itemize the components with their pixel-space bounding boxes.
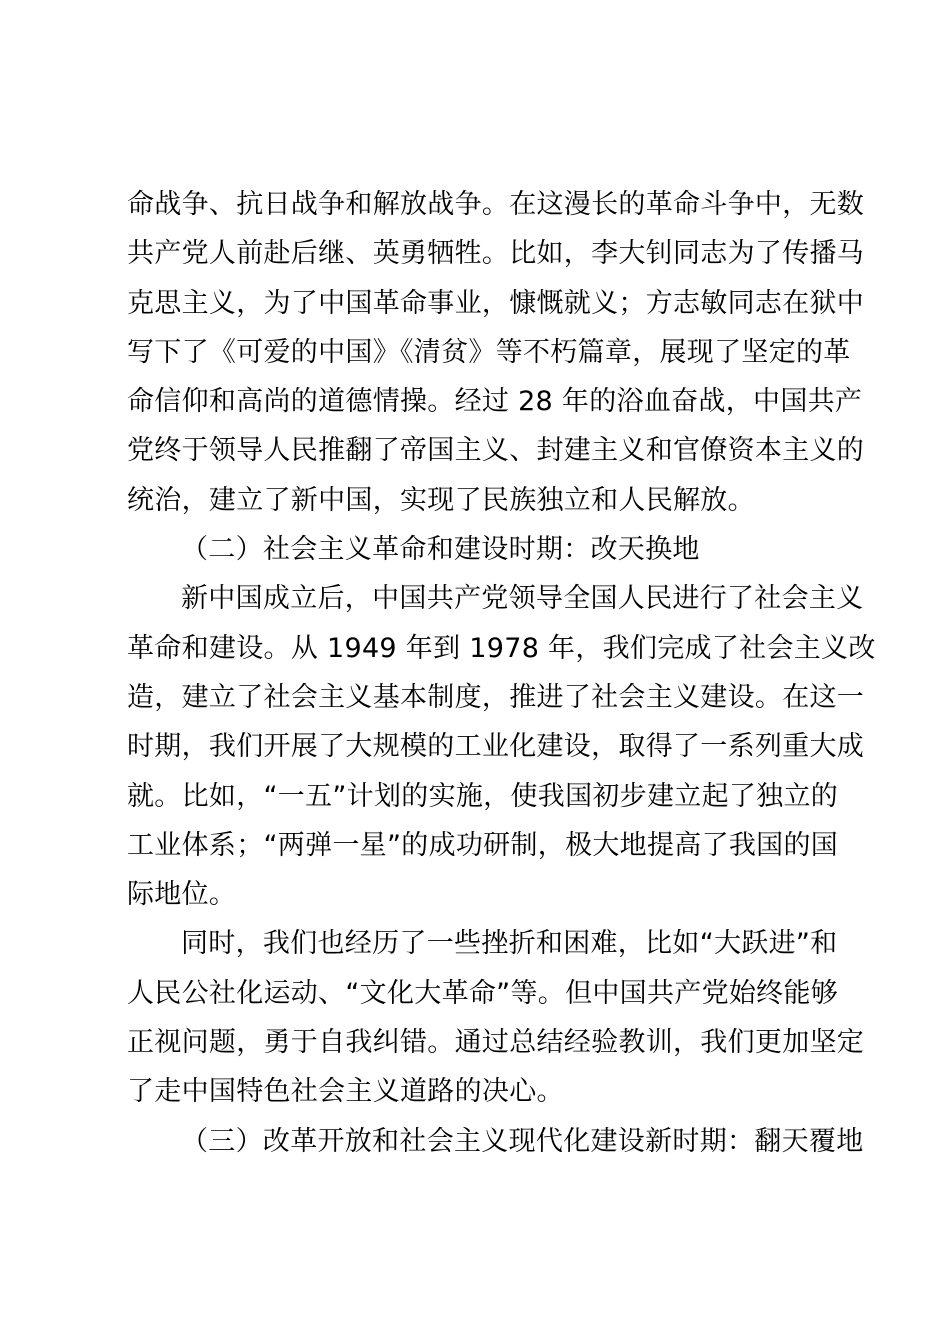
text-line: 了走中国特色社会主义道路的决心。	[127, 1076, 564, 1108]
section-heading: （三）改革开放和社会主义现代化建设新时期：翻天覆地	[181, 1125, 864, 1157]
text-line: 命信仰和高尚的道德情操。经过 28 年的浴血奋战，中国共产	[127, 386, 863, 418]
section-heading: （二）社会主义革命和建设时期：改天换地	[181, 534, 700, 566]
text-line: 人民公社化运动、“文化大革命”等。但中国共产党始终能够	[127, 977, 839, 1009]
text-line: 造，建立了社会主义基本制度，推进了社会主义建设。在这一	[127, 681, 865, 713]
document-body	[127, 180, 876, 1166]
text-line: 命战争、抗日战争和解放战争。在这漫长的革命斗争中，无数	[127, 189, 865, 220]
text-line: 正视问题，勇于自我纠错。通过总结经验教训，我们更加坚定	[127, 1027, 865, 1059]
text-line: 时期，我们开展了大规模的工业化建设，取得了一系列重大成	[127, 731, 865, 763]
text-line: 写下了《可爱的中国》《清贫》等不朽篇章，展现了坚定的革	[127, 336, 851, 368]
text-line: 新中国成立后，中国共产党领导全国人民进行了社会主义	[181, 583, 864, 615]
text-line: 革命和建设。从 1949 年到 1978 年，我们完成了社会主义改	[127, 632, 876, 664]
text-line: 克思主义，为了中国革命事业，慷慨就义；方志敏同志在狱中	[127, 287, 865, 319]
text-line: 党终于领导人民推翻了帝国主义、封建主义和官僚资本主义的	[127, 435, 865, 467]
text-line: 共产党人前赴后继、英勇牺牲。比如，李大钊同志为了传播马	[127, 238, 865, 270]
text-line: 就。比如，“一五”计划的实施，使我国初步建立起了独立的	[127, 780, 839, 812]
text-line: 同时，我们也经历了一些挫折和困难，比如“大跃进”和	[181, 928, 838, 960]
text-line: 际地位。	[127, 879, 237, 911]
text-line: 统治，建立了新中国，实现了民族独立和人民解放。	[127, 484, 755, 516]
text-line: 工业体系；“两弹一星”的成功研制，极大地提高了我国的国	[127, 829, 839, 861]
